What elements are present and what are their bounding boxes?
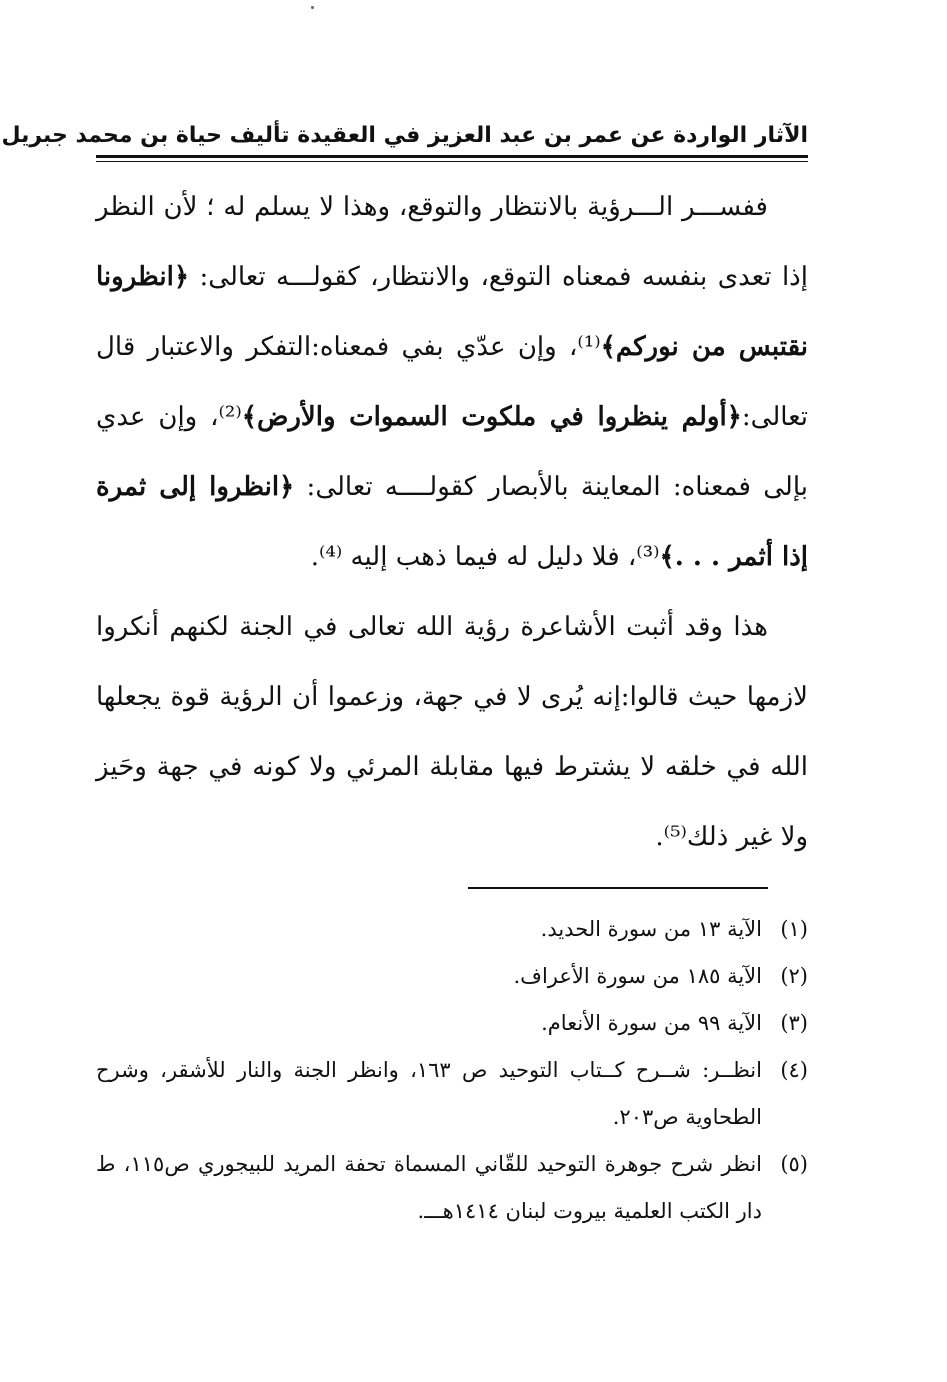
footnotes <box>96 906 808 1235</box>
footnote-number: (٣) <box>780 1011 808 1035</box>
page-number <box>0 121 1 149</box>
footnote-item <box>96 906 808 953</box>
running-header <box>1 118 808 152</box>
footnote-separator <box>468 887 768 889</box>
header-title: الآثار الواردة عن عمر بن عبد العزيز في العقيدة تأليف حياة بن محمد جبريل <box>1 122 808 148</box>
footnote-item <box>96 1000 808 1047</box>
paragraph-2 <box>96 592 808 872</box>
footnote-number: (٢) <box>780 964 808 988</box>
footnote-text: الآية ٩٩ من سورة الأنعام. <box>541 1011 762 1035</box>
quran-quote: ﴿أولم ينظروا في ملكوت السموات والأرض﴾ <box>241 402 742 432</box>
footnote-text: الآية ١٨٥ من سورة الأعراف. <box>513 964 762 988</box>
footnote-text: انظــر: شــرح كــتاب التوحيد ص ١٦٣، وانظر الجنة والنار للأشقر، وشرح الطحاوية ص٢٠٣. <box>96 1058 762 1129</box>
header-rule-thick <box>96 155 808 158</box>
text-run: ⁽³⁾، فلا دليل له فيما ذهب إليه ⁽⁴⁾. <box>310 542 660 572</box>
quran-quote: ﴿انظروا إلى ثمرة إذا أثمر . . .﴾ <box>96 472 808 572</box>
footnote-item <box>96 1141 808 1235</box>
footnote-text: انظر شرح جوهرة التوحيد للقّاني المسماة تحفة المريد للبيجوري ص١١٥، ط دار الكتب العلمية بيروت لبنان ١٤١٤هـــ. <box>96 1152 763 1223</box>
scan-speck <box>311 6 314 9</box>
text-run: ⁽²⁾، وإن عدي بإلى فمعناه: المعاينة بالأبصار كقولــــه تعالى: <box>96 402 808 502</box>
footnote-text: الآية ١٣ من سورة الحديد. <box>540 917 762 941</box>
main-text <box>96 172 808 872</box>
paragraph-1 <box>96 172 808 592</box>
footnote-item <box>96 953 808 1000</box>
text-run: ⁽¹⁾، وإن عدّي بفي فمعناه:التفكر والاعتبار قال تعالى: <box>96 332 808 432</box>
footnote-item <box>96 1047 808 1141</box>
footnote-number: (٤) <box>780 1058 808 1082</box>
footnote-number: (١) <box>780 917 808 941</box>
text-run: هذا وقد أثبت الأشاعرة رؤية الله تعالى في الجنة لكنهم أنكروا لازمها حيث قالوا:إنه يُرى لا في جهة، وزعموا أن الرؤية قوة يجعلها الله في خلقه لا يشترط فيها مقابلة المرئي ولا كونه في جهة وحَيز ولا غير ذلك⁽⁵⁾. <box>96 612 808 852</box>
quran-quote: ﴿انظرونا نقتبس من نوركم﴾ <box>96 262 808 362</box>
footnote-number: (٥) <box>780 1152 808 1176</box>
text-run: ففســـر الـــرؤية بالانتظار والتوقع، وهذا لا يسلم له ؛ لأن النظر إذا تعدى بنفسه فمعناه التوقع، والانتظار، كقولـــه تعالى: <box>96 192 808 292</box>
header-rule-thin <box>96 161 808 162</box>
